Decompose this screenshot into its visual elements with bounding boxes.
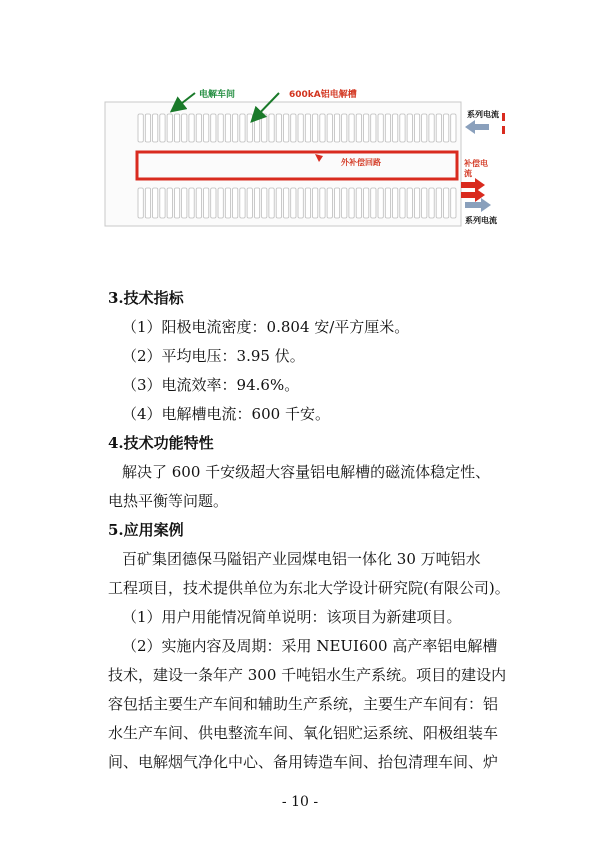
- electrolysis-cell-bottom: [429, 188, 434, 218]
- electrolysis-cell-bottom: [211, 188, 216, 218]
- electrolysis-cell-top: [182, 114, 187, 142]
- s5-line-1: 百矿集团德保马隘铝产业园煤电铝一体化 30 万吨铝水: [122, 550, 481, 568]
- section-4-title: 4.技术功能特性: [108, 434, 214, 452]
- electrolysis-cell-bottom: [269, 188, 274, 218]
- electrolysis-cell-top: [145, 114, 150, 142]
- electrolysis-cell-bottom: [364, 188, 369, 218]
- electrolysis-cell-top: [167, 114, 172, 142]
- label-series-top: 系列电流: [467, 110, 499, 119]
- s5-line-4: （2）实施内容及周期：采用 NEUI600 高产率铝电解槽: [122, 637, 498, 655]
- electrolysis-cell-bottom: [218, 188, 223, 218]
- electrolysis-cell-bottom: [444, 188, 449, 218]
- electrolysis-cell-bottom: [240, 188, 245, 218]
- electrolysis-cell-bottom: [436, 188, 441, 218]
- electrolysis-cell-bottom: [371, 188, 376, 218]
- electrolysis-cell-top: [378, 114, 383, 142]
- s5-line-2: 工程项目，技术提供单位为东北大学设计研究院(有限公司)。: [108, 579, 510, 597]
- electrolysis-cell-bottom: [451, 188, 456, 218]
- section-5-title: 5.应用案例: [108, 521, 184, 539]
- electrolysis-cell-top: [371, 114, 376, 142]
- electrolysis-cell-bottom: [327, 188, 332, 218]
- s4-line-2: 电热平衡等问题。: [108, 492, 229, 510]
- electrolysis-cell-bottom: [262, 188, 267, 218]
- edge-mark-bottom: [502, 126, 505, 134]
- electrolysis-cell-top: [451, 114, 456, 142]
- electrolysis-cell-bottom: [393, 188, 398, 218]
- s3-item-3: （3）电流效率：94.6%。: [122, 376, 300, 394]
- electrolysis-cell-top: [153, 114, 158, 142]
- electrolysis-cell-top: [138, 114, 143, 142]
- electrolysis-cell-bottom: [334, 188, 339, 218]
- s5-line-3: （1）用户用能情况简单说明：该项目为新建项目。: [122, 608, 462, 626]
- electrolysis-cell-bottom: [414, 188, 419, 218]
- electrolysis-cell-top: [189, 114, 194, 142]
- electrolysis-cell-bottom: [407, 188, 412, 218]
- electrolysis-cell-bottom: [225, 188, 230, 218]
- electrolysis-cell-bottom: [356, 188, 361, 218]
- electrolysis-cell-top: [356, 114, 361, 142]
- electrolysis-cell-top: [436, 114, 441, 142]
- label-series-bottom: 系列电流: [465, 216, 497, 225]
- electrolysis-cell-bottom: [160, 188, 165, 218]
- electrolysis-cell-top: [313, 114, 318, 142]
- electrolysis-cell-bottom: [305, 188, 310, 218]
- electrolysis-cell-top: [349, 114, 354, 142]
- electrolysis-cell-bottom: [284, 188, 289, 218]
- electrolysis-cell-top: [393, 114, 398, 142]
- electrolysis-cell-top: [262, 114, 267, 142]
- electrolysis-cell-top: [240, 114, 245, 142]
- s3-item-2: （2）平均电压：3.95 伏。: [122, 347, 305, 365]
- electrolysis-cell-top: [276, 114, 281, 142]
- electrolysis-cell-top: [196, 114, 201, 142]
- page-number: - 10 -: [281, 794, 319, 810]
- electrolysis-cell-bottom: [320, 188, 325, 218]
- label-comp-line1: 补偿电: [464, 159, 488, 168]
- comp-current-arrow-1: [461, 178, 485, 192]
- label-workshop: 电解车间: [199, 90, 236, 100]
- electrolysis-cell-bottom: [145, 188, 150, 218]
- electrolysis-cell-bottom: [167, 188, 172, 218]
- electrolysis-layout-diagram: [103, 80, 505, 230]
- electrolysis-cell-top: [247, 114, 252, 142]
- s5-line-8: 间、电解烟气净化中心、备用铸造车间、抬包清理车间、炉: [108, 753, 499, 771]
- electrolysis-cell-top: [320, 114, 325, 142]
- electrolysis-cell-bottom: [378, 188, 383, 218]
- s3-item-1: （1）阳极电流密度：0.804 安/平方厘米。: [122, 318, 410, 336]
- electrolysis-cell-top: [414, 114, 419, 142]
- electrolysis-cell-bottom: [385, 188, 390, 218]
- electrolysis-cell-top: [385, 114, 390, 142]
- electrolysis-cell-top: [298, 114, 303, 142]
- electrolysis-cell-top: [400, 114, 405, 142]
- electrolysis-cell-top: [204, 114, 209, 142]
- electrolysis-cell-top: [407, 114, 412, 142]
- s5-line-5: 技术，建设一条年产 300 千吨铝水生产系统。项目的建设内: [108, 666, 507, 684]
- electrolysis-cell-top: [284, 114, 289, 142]
- electrolysis-cell-bottom: [291, 188, 296, 218]
- electrolysis-cell-bottom: [298, 188, 303, 218]
- electrolysis-cell-bottom: [182, 188, 187, 218]
- electrolysis-cell-top: [291, 114, 296, 142]
- electrolysis-cell-top: [269, 114, 274, 142]
- label-loop: 外补偿回路: [341, 158, 381, 167]
- electrolysis-cell-top: [364, 114, 369, 142]
- electrolysis-cell-bottom: [422, 188, 427, 218]
- electrolysis-cell-bottom: [254, 188, 259, 218]
- label-comp-line2: 流: [464, 169, 472, 178]
- electrolysis-cell-bottom: [349, 188, 354, 218]
- s5-line-6: 容包括主要生产车间和辅助生产系统，主要生产车间有：铝: [108, 695, 499, 713]
- electrolysis-cell-bottom: [313, 188, 318, 218]
- s5-line-7: 水生产车间、供电整流车间、氧化铝贮运系统、阳极组装车: [108, 724, 499, 742]
- electrolysis-cell-bottom: [342, 188, 347, 218]
- electrolysis-cell-top: [160, 114, 165, 142]
- electrolysis-cell-bottom: [400, 188, 405, 218]
- electrolysis-cell-top: [225, 114, 230, 142]
- section-3-title: 3.技术指标: [108, 289, 184, 307]
- electrolysis-cell-top: [422, 114, 427, 142]
- electrolysis-cell-bottom: [174, 188, 179, 218]
- electrolysis-cell-bottom: [189, 188, 194, 218]
- edge-mark-top: [502, 113, 505, 121]
- electrolysis-cell-bottom: [247, 188, 252, 218]
- electrolysis-cell-bottom: [233, 188, 238, 218]
- label-cell: 600kA铝电解槽: [289, 90, 357, 100]
- s4-line-1: 解决了 600 千安级超大容量铝电解槽的磁流体稳定性、: [122, 463, 491, 481]
- electrolysis-cell-top: [334, 114, 339, 142]
- electrolysis-cell-top: [174, 114, 179, 142]
- electrolysis-cell-bottom: [196, 188, 201, 218]
- electrolysis-cell-top: [218, 114, 223, 142]
- electrolysis-cell-bottom: [138, 188, 143, 218]
- electrolysis-cell-top: [327, 114, 332, 142]
- s3-item-4: （4）电解槽电流：600 千安。: [122, 405, 330, 423]
- electrolysis-cell-top: [342, 114, 347, 142]
- electrolysis-cell-bottom: [276, 188, 281, 218]
- electrolysis-cell-bottom: [153, 188, 158, 218]
- electrolysis-cell-top: [233, 114, 238, 142]
- electrolysis-cell-top: [444, 114, 449, 142]
- electrolysis-cell-top: [305, 114, 310, 142]
- electrolysis-cell-top: [429, 114, 434, 142]
- series-current-in-arrow: [465, 120, 489, 134]
- series-current-out-arrow: [465, 198, 491, 212]
- electrolysis-cell-bottom: [204, 188, 209, 218]
- electrolysis-cell-top: [211, 114, 216, 142]
